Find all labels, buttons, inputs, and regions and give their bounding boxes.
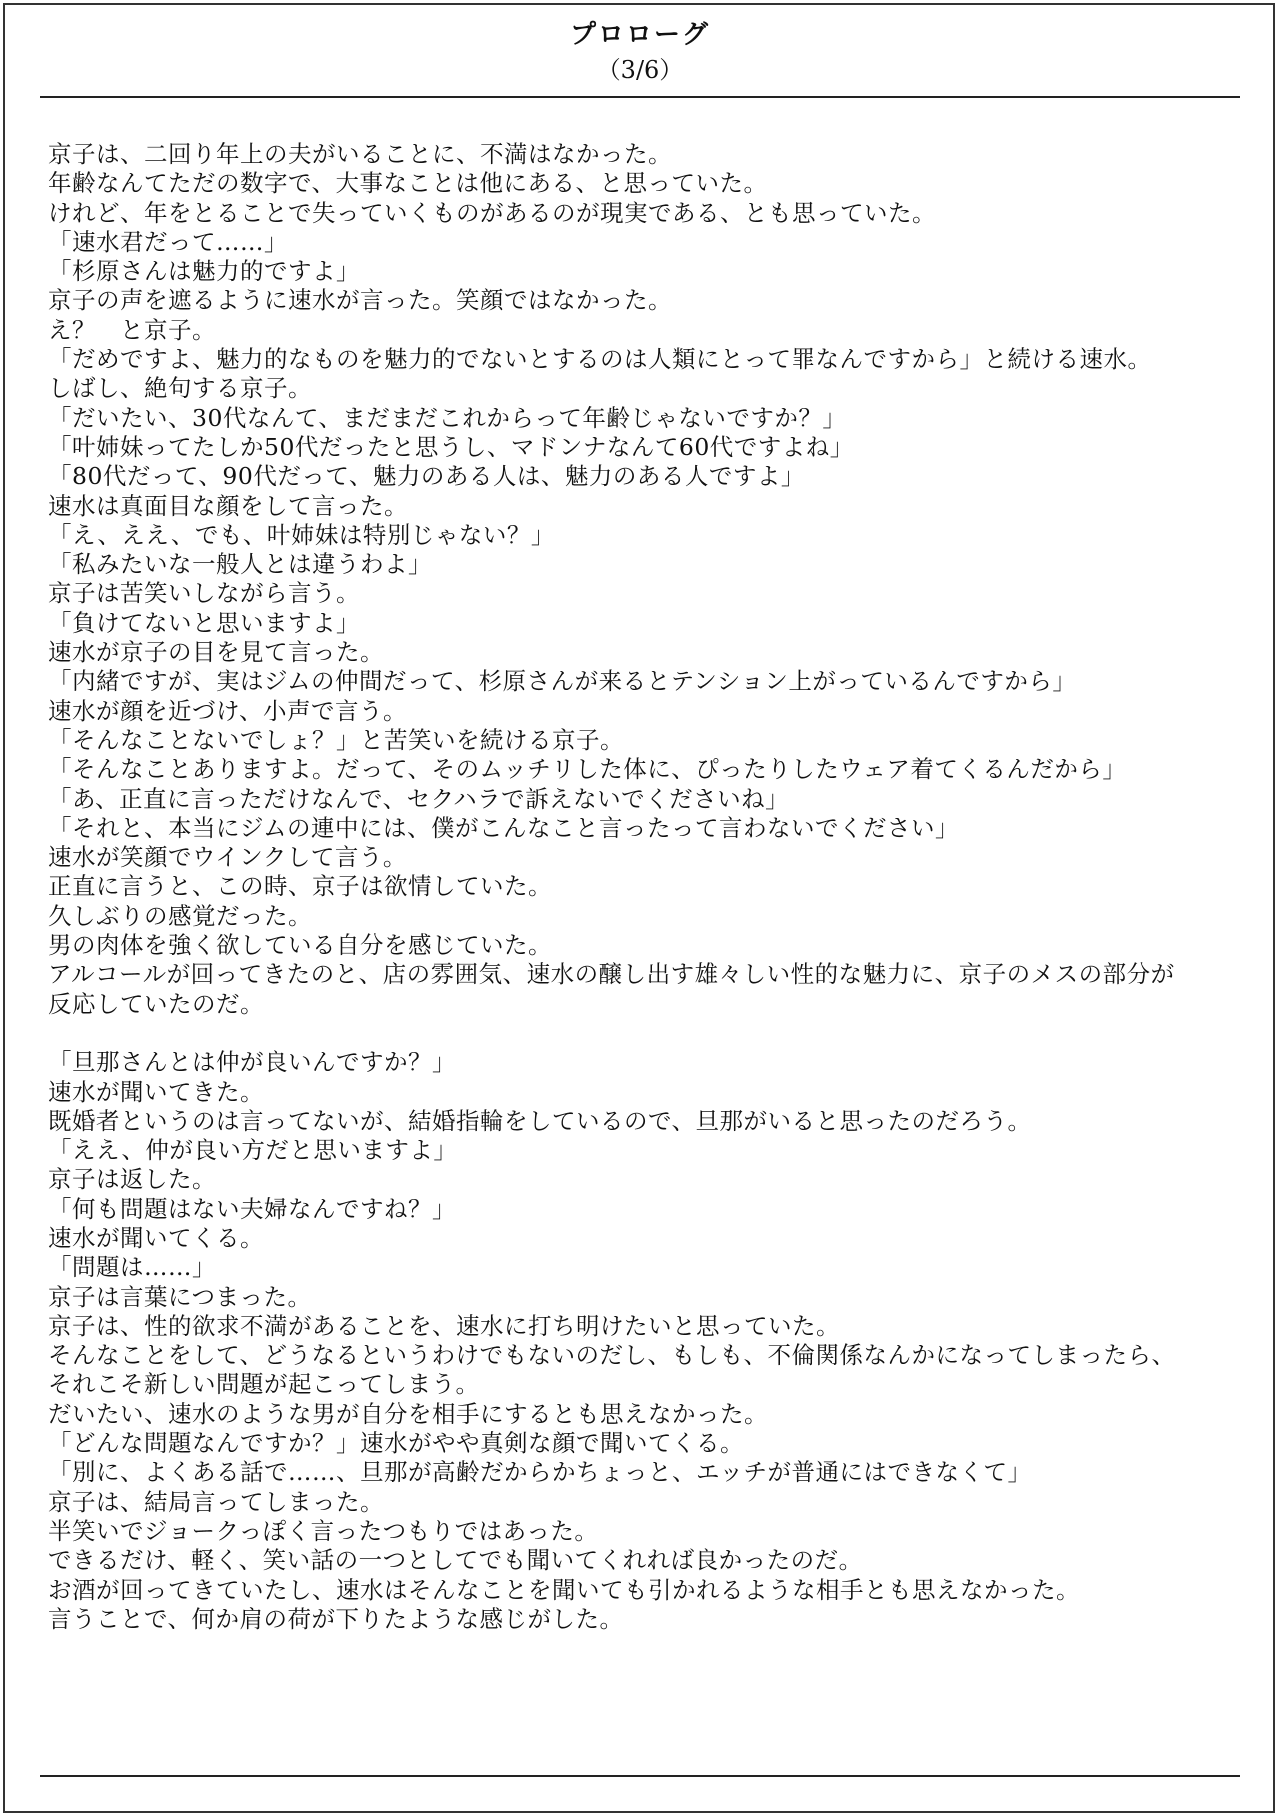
text-line: 「だいたい、30代なんて、まだまだこれからって年齢じゃないですか？」	[48, 403, 847, 432]
text-line: 男の肉体を強く欲している自分を感じていた。	[48, 931, 552, 960]
text-line: しばし、絶句する京子。	[48, 374, 312, 403]
header-divider	[40, 96, 1240, 98]
text-line: 京子の声を遮るように速水が言った。笑顔ではなかった。	[48, 286, 672, 315]
text-line: 京子は、結局言ってしまった。	[48, 1487, 384, 1516]
text-line: 速水が京子の目を見て言った。	[48, 638, 384, 667]
text-line: 久しぶりの感覚だった。	[48, 901, 312, 930]
text-line: 言うことで、何か肩の荷が下りたような感じがした。	[48, 1604, 624, 1633]
text-line: 「内緒ですが、実はジムの仲間だって、杉原さんが来るとテンション上がっているんですから」	[48, 667, 1077, 696]
text-line: 速水が顔を近づけ、小声で言う。	[48, 696, 408, 725]
text-line: 「負けてないと思いますよ」	[48, 608, 360, 637]
text-line: そんなことをして、どうなるというわけでもないのだし、もしも、不倫関係なんかになってしまったら、	[48, 1341, 1176, 1370]
paragraph	[48, 140, 1238, 1019]
text-line: 「どんな問題なんですか？」速水がやや真剣な顔で聞いてくる。	[48, 1429, 744, 1458]
text-line: 「杉原さんは魅力的ですよ」	[48, 257, 360, 286]
text-line: けれど、年をとることで失っていくものがあるのが現実である、とも思っていた。	[48, 198, 936, 227]
paragraph-break	[48, 1019, 1238, 1048]
text-line: お酒が回ってきていたし、速水はそんなことを聞いても引かれるような相手とも思えなかった。	[48, 1575, 1080, 1604]
text-line: 「別に、よくある話で……、旦那が高齢だからかちょっと、エッチが普通にはできなくて」	[48, 1458, 1032, 1487]
chapter-title: プロローグ	[569, 20, 710, 50]
text-line: 「え、ええ、でも、叶姉妹は特別じゃない？」	[48, 520, 555, 549]
page-indicator: （3/6）	[596, 56, 684, 84]
text-line: 速水が聞いてくる。	[48, 1223, 264, 1252]
text-line: 「速水君だって……」	[48, 227, 288, 256]
text-line: 「何も問題はない夫婦なんですね？」	[48, 1194, 456, 1223]
text-line: アルコールが回ってきたのと、店の雰囲気、速水の醸し出す雄々しい性的な魅力に、京子のメスの部分が	[48, 960, 1175, 989]
text-line: 京子は苦笑いしながら言う。	[48, 579, 360, 608]
text-line: 「あ、正直に言っただけなんで、セクハラで訴えないでくださいね」	[48, 784, 790, 813]
footer-divider	[40, 1775, 1240, 1777]
text-line: 半笑いでジョークっぽく言ったつもりではあった。	[48, 1516, 599, 1545]
text-line: 速水が笑顔でウインクして言う。	[48, 843, 407, 872]
text-line: 速水は真面目な顔をして言った。	[48, 491, 408, 520]
text-line: だいたい、速水のような男が自分を相手にするとも思えなかった。	[48, 1399, 768, 1428]
text-line: 「私みたいな一般人とは違うわよ」	[48, 550, 432, 579]
paragraph	[48, 1048, 1238, 1634]
story-body	[48, 140, 1238, 1634]
text-line: 正直に言うと、この時、京子は欲情していた。	[48, 872, 552, 901]
text-line: 京子は返した。	[48, 1165, 216, 1194]
text-line: 年齢なんてただの数字で、大事なことは他にある、と思っていた。	[48, 169, 768, 198]
text-line: 「80代だって、90代だって、魅力のある人は、魅力のある人ですよ」	[48, 462, 805, 491]
text-line: 「そんなことありますよ。だって、そのムッチリした体に、ぴったりしたウェア着てくるんだから」	[48, 755, 1127, 784]
text-line: 「問題は……」	[48, 1253, 216, 1282]
text-line: 「だめですよ、魅力的なものを魅力的でないとするのは人類にとって罪なんですから」と続ける速水。	[48, 345, 1152, 374]
text-line: それこそ新しい問題が起こってしまう。	[48, 1370, 480, 1399]
text-line: 京子は言葉につまった。	[48, 1282, 312, 1311]
text-line: 京子は、性的欲求不満があることを、速水に打ち明けたいと思っていた。	[48, 1311, 840, 1340]
text-line: 「ええ、仲が良い方だと思いますよ」	[48, 1136, 458, 1165]
text-line: 「そんなことないでしょ？」と苦笑いを続ける京子。	[48, 725, 624, 754]
page-header	[0, 18, 1280, 86]
text-line: 京子は、二回り年上の夫がいることに、不満はなかった。	[48, 140, 672, 168]
text-line: え？ と京子。	[48, 315, 216, 344]
text-line: 既婚者というのは言ってないが、結婚指輪をしているので、旦那がいると思ったのだろう。	[48, 1106, 1032, 1135]
text-line: 「叶姉妹ってたしか50代だったと思うし、マドンナなんて60代ですよね」	[48, 432, 854, 461]
text-line: できるだけ、軽く、笑い話の一つとしてでも聞いてくれれば良かったのだ。	[48, 1546, 863, 1575]
text-line: 反応していたのだ。	[48, 989, 264, 1018]
text-line: 速水が聞いてきた。	[48, 1077, 264, 1106]
text-line: 「それと、本当にジムの連中には、僕がこんなこと言ったって言わないでください」	[48, 813, 960, 842]
text-line: 「旦那さんとは仲が良いんですか？」	[48, 1048, 456, 1077]
